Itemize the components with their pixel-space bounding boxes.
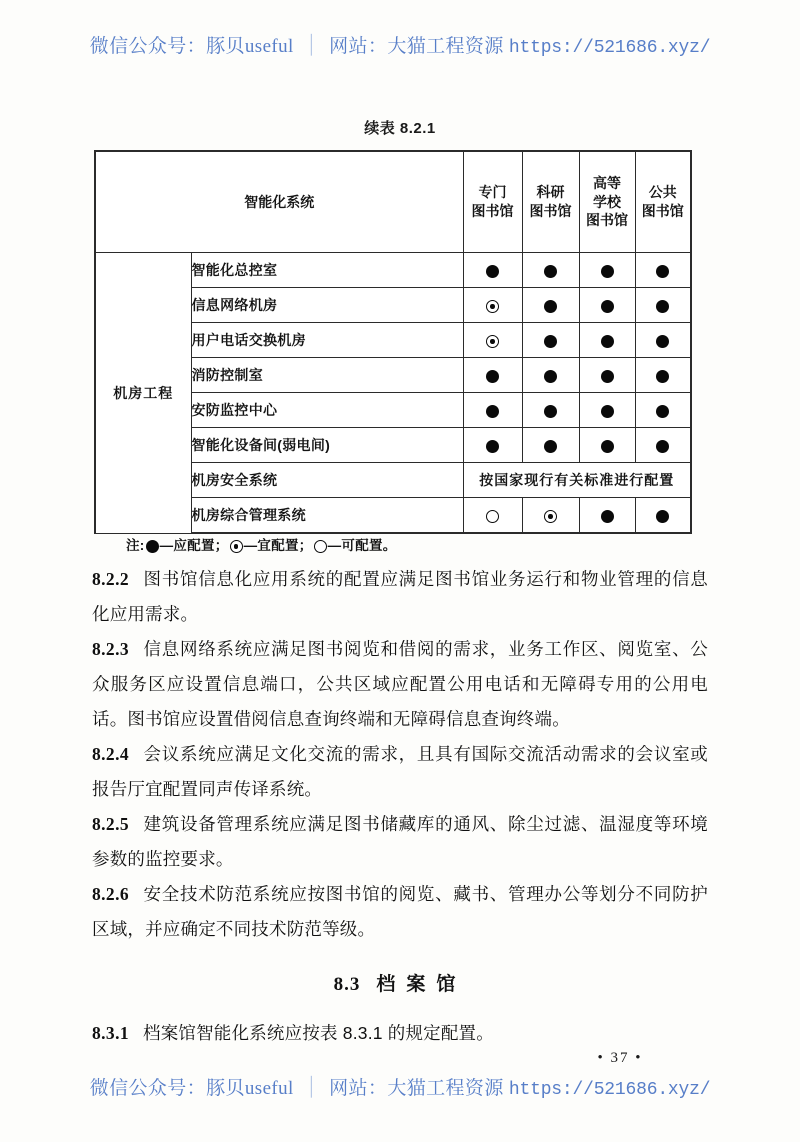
marker-filled-icon	[656, 440, 669, 453]
note-part-3: —可配置。	[327, 538, 397, 553]
watermark-wechat-label: 微信公众号：豚贝useful	[89, 36, 294, 57]
row-item-label: 消防控制室	[191, 358, 463, 393]
marker-filled-icon	[656, 265, 669, 278]
marker-dot-icon	[486, 300, 499, 313]
marker-dot-icon	[544, 510, 557, 523]
mark-cell	[579, 393, 635, 428]
note-part-1: —应配置；	[159, 538, 229, 553]
mark-cell	[522, 253, 579, 288]
mark-cell	[522, 428, 579, 463]
clause-8-2-3	[92, 632, 708, 737]
marker-filled-icon	[601, 300, 614, 313]
marker-filled-icon	[486, 265, 499, 278]
marker-filled-icon	[544, 405, 557, 418]
header-line: 公共	[648, 184, 677, 201]
clause-number: 8.2.4	[92, 744, 129, 764]
marker-filled-icon	[601, 265, 614, 278]
mark-cell	[463, 393, 522, 428]
watermark-url: https://521686.xyz/	[508, 38, 711, 58]
header-line: 图书馆	[529, 203, 572, 219]
clause-number: 8.2.5	[92, 814, 129, 834]
watermark-bottom	[0, 1073, 800, 1100]
header-col-research-library	[522, 151, 579, 253]
mark-cell	[579, 498, 635, 534]
watermark-site-label: 网站：大猫工程资源	[329, 36, 504, 57]
marker-hollow-icon	[314, 540, 327, 553]
mark-cell	[522, 498, 579, 534]
table-legend-note	[94, 534, 726, 554]
section-number: 8.3	[333, 974, 361, 995]
mark-cell	[635, 498, 691, 534]
row-item-label: 用户电话交换机房	[191, 323, 463, 358]
mark-cell	[463, 428, 522, 463]
header-col-university-library	[579, 151, 635, 253]
marker-filled-icon	[486, 440, 499, 453]
category-cell-equipment-room-engineering: 机房工程	[95, 253, 191, 534]
mark-cell	[579, 323, 635, 358]
marker-filled-icon	[601, 405, 614, 418]
clause-text: 信息网络系统应满足图书阅览和借阅的需求，业务工作区、阅览室、公众服务区应设置信息端口，公共区域应配置公用电话和无障碍专用的公用电话。图书馆应设置借阅信息查询终端和无障碍信息查询终端。	[92, 639, 708, 729]
mark-cell	[522, 323, 579, 358]
marker-filled-icon	[656, 335, 669, 348]
watermark-separator: ｜	[301, 1076, 322, 1101]
header-line: 科研	[536, 184, 565, 201]
watermark-top	[0, 31, 800, 58]
marker-filled-icon	[656, 370, 669, 383]
marker-filled-icon	[544, 335, 557, 348]
marker-filled-icon	[544, 300, 557, 313]
mark-cell	[635, 323, 691, 358]
table-row	[95, 253, 691, 288]
mark-cell	[635, 253, 691, 288]
mark-cell	[463, 323, 522, 358]
mark-cell	[635, 358, 691, 393]
row-item-label: 信息网络机房	[191, 288, 463, 323]
header-line: 专门	[478, 184, 507, 201]
body-content	[92, 562, 708, 1051]
mark-cell	[463, 498, 522, 534]
watermark-site-label: 网站：大猫工程资源	[329, 1078, 504, 1099]
page-number: • 37 •	[597, 1050, 643, 1066]
mark-cell	[463, 358, 522, 393]
clause-number: 8.3.1	[92, 1023, 129, 1043]
mark-cell	[579, 358, 635, 393]
clause-8-2-6	[92, 877, 708, 947]
watermark-wechat-label: 微信公众号：豚贝useful	[89, 1078, 294, 1099]
marker-filled-icon	[656, 405, 669, 418]
clause-number: 8.2.2	[92, 569, 129, 589]
marker-dot-icon	[230, 540, 243, 553]
clause-8-2-2	[92, 562, 708, 632]
note-part-2: —宜配置；	[243, 538, 313, 553]
header-col-special-library	[463, 151, 522, 253]
table-header-row	[95, 151, 691, 253]
mark-cell	[579, 428, 635, 463]
row-item-label: 智能化设备间(弱电间)	[191, 428, 463, 463]
marker-filled-icon	[544, 265, 557, 278]
marker-filled-icon	[601, 440, 614, 453]
marker-filled-icon	[146, 540, 159, 553]
mark-cell	[579, 288, 635, 323]
header-line: 图书馆	[641, 203, 684, 219]
clause-number: 8.2.6	[92, 884, 129, 904]
mark-cell	[522, 393, 579, 428]
marker-filled-icon	[544, 370, 557, 383]
table-caption: 续表 8.2.1	[364, 120, 436, 137]
watermark-url: https://521686.xyz/	[508, 1080, 711, 1100]
mark-cell	[522, 358, 579, 393]
mark-cell	[522, 288, 579, 323]
header-line: 高等	[593, 174, 621, 191]
marker-filled-icon	[601, 510, 614, 523]
mark-cell	[635, 428, 691, 463]
mark-cell	[579, 253, 635, 288]
clause-text: 安全技术防范系统应按图书馆的阅览、藏书、管理办公等划分不同防护区域，并应确定不同技术防范等级。	[92, 884, 708, 939]
clause-text: 档案馆智能化系统应按表 8.3.1 的规定配置。	[143, 1023, 494, 1043]
note-prefix: 注:	[126, 538, 145, 553]
marker-filled-icon	[601, 370, 614, 383]
row-item-label: 机房安全系统	[191, 463, 463, 498]
marker-dot-icon	[486, 335, 499, 348]
clause-8-2-4	[92, 737, 708, 807]
header-line: 学校	[593, 193, 621, 210]
row-span-note: 按国家现行有关标准进行配置	[463, 463, 691, 498]
watermark-separator: ｜	[301, 34, 322, 59]
header-line: 图书馆	[586, 212, 628, 229]
marker-filled-icon	[601, 335, 614, 348]
row-item-label: 机房综合管理系统	[191, 498, 463, 534]
header-col-public-library	[635, 151, 691, 253]
row-item-label: 安防监控中心	[191, 393, 463, 428]
marker-filled-icon	[656, 300, 669, 313]
clause-8-2-5	[92, 807, 708, 877]
header-line: 图书馆	[471, 203, 514, 219]
mark-cell	[635, 288, 691, 323]
clause-text: 建筑设备管理系统应满足图书储藏库的通风、除尘过滤、温湿度等环境参数的监控要求。	[92, 814, 708, 869]
clause-number: 8.2.3	[92, 639, 129, 659]
section-title: 档案馆	[376, 974, 467, 995]
marker-filled-icon	[544, 440, 557, 453]
mark-cell	[635, 393, 691, 428]
spec-table-container	[94, 150, 690, 534]
row-item-label: 智能化总控室	[191, 253, 463, 288]
header-system-column: 智能化系统	[95, 151, 463, 253]
section-heading-8-3	[92, 969, 708, 996]
clause-8-3-1	[92, 1016, 708, 1051]
mark-cell	[463, 253, 522, 288]
marker-filled-icon	[486, 405, 499, 418]
marker-filled-icon	[656, 510, 669, 523]
clause-text: 会议系统应满足文化交流的需求，且具有国际交流活动需求的会议室或报告厅宜配置同声传译系统。	[92, 744, 708, 799]
clause-text: 图书馆信息化应用系统的配置应满足图书馆业务运行和物业管理的信息化应用需求。	[92, 569, 708, 624]
marker-filled-icon	[486, 370, 499, 383]
marker-hollow-icon	[486, 510, 499, 523]
intelligent-system-table	[94, 150, 692, 534]
mark-cell	[463, 288, 522, 323]
